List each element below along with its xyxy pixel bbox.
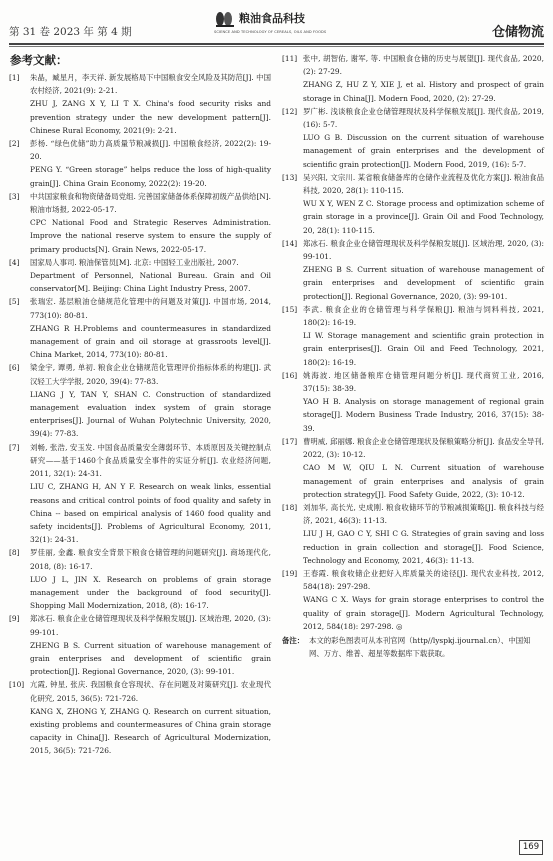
reference-number: [18] xyxy=(282,502,298,512)
reference-number: [11] xyxy=(282,54,298,63)
reference-english: LI W. Storage management and scientific grain protection in grain enterprises[J]. Grain Oil and Feed Technology, 2021, 180(2): 16-19. xyxy=(303,331,544,367)
reference-chinese: 张瑞宏. 基层粮油仓储规范化管理中的问题及对策[J]. 中国市场, 2014, 773(10): 80-81. xyxy=(30,297,271,320)
header-rule-thin xyxy=(9,46,544,47)
reference-number: [12] xyxy=(282,106,298,116)
reference-number: [15] xyxy=(282,304,298,314)
reference-item xyxy=(9,612,271,678)
page-header xyxy=(0,0,553,44)
reference-english: KANG X, ZHONG Y, ZHANG Q. Research on current situation, existing problems and countermeasures of China grain storage capacity in China[J]. Research of Agricultural Modernization, 2015, 36(5): 721-726. xyxy=(30,706,271,756)
reference-item xyxy=(282,567,544,633)
page-number: 169 xyxy=(519,840,543,855)
reference-english: CAO M W, QIU L N. Current situation of warehouse management of grain enterprises and analysis of grain protection strategy[J]. Food Safety Guide, 2022, (3): 10-12. xyxy=(303,463,544,499)
reference-chinese: 朱晶，臧星月，李天祥. 新发展格局下中国粮食安全风险及其防范[J]. 中国农村经济, 2021(9): 2-21. xyxy=(30,73,271,96)
reference-item xyxy=(9,361,271,440)
reference-item xyxy=(282,303,544,369)
reference-number: [13] xyxy=(282,172,298,182)
reference-item xyxy=(9,71,271,137)
reference-english: WU X Y, WEN Z C. Storage process and optimization scheme of grain storage in a province[J]. Grain Oil and Food Technology, 20, 28(1): 110-115. xyxy=(303,199,544,235)
reference-item xyxy=(282,369,544,435)
reference-number: [2] xyxy=(9,139,20,149)
reference-item xyxy=(282,52,544,105)
reference-number: [1] xyxy=(9,73,20,82)
reference-english: ZHANG Z, HU Z Y, XIE J, et al. History and prospect of grain storage in China[J]. Modern Food, 2020, (2): 27-29. xyxy=(303,80,544,103)
reference-item xyxy=(9,678,271,757)
reference-english: LIANG J Y, TAN Y, SHAN C. Construction of standardized management evaluation index system of grain storage enterprises[J]. Journal of Wuhan Polytechnic University, 2020, 39(4): 77-83. xyxy=(30,389,271,439)
note-text: 本文的彩色图表可从本刊官网（http//lyspkj.ijournal.cn）、中国知网、万方、维普、超星等数据库下载获取。 xyxy=(309,635,531,659)
reference-number: [8] xyxy=(9,548,20,558)
reference-english: ZHANG R H.Problems and countermeasures in standardized management of grain and oil storage at grassroots level[J]. China Market, 2014, 773(10): 80-81. xyxy=(30,323,271,360)
reference-english: WANG C X. Ways for grain storage enterprises to control the quality of grain storage[J]. Modern Agricultural Technology, 2012, 584(18): 297-298. ◎ xyxy=(303,595,544,631)
reference-english: PENG Y. “Green storage” helps reduce the loss of high-quality grain[J]. China Grain Economy, 2022(2): 19-20. xyxy=(30,165,271,188)
reference-chinese: 张中, 胡智佑, 谢军, 等. 中国粮食仓储的历史与展望[J]. 现代食品, 2020, (2): 27-29. xyxy=(303,54,544,77)
reference-item xyxy=(282,237,544,303)
reference-item xyxy=(9,137,271,190)
reference-number: [16] xyxy=(282,370,298,380)
reference-number: [7] xyxy=(9,442,20,452)
reference-english: LIU J H, GAO C Y, SHI C G. Strategies of grain saving and loss reduction in grain collection and storage[J]. Food Science, Technology and Economy, 2021, 46(3): 11-13. xyxy=(303,529,544,565)
reference-chinese: 李武. 粮食企业的仓储管理与科学保粮[J]. 粮油与饲料科技, 2021, 180(2): 16-19. xyxy=(303,304,544,328)
issue-info: 第 31 卷 2023 年 第 4 期 xyxy=(9,26,132,38)
reference-english: LUO J L, JIN X. Research on problems of grain storage management under the background of food security[J]. Shopping Mall Modernization, 2018, (8): 16-17. xyxy=(30,574,271,611)
reference-english: LUO G B. Discussion on the current situation of warehouse management of grain enterprises and the development of scientific grain protection[J]. Modern Food, 2019, (16): 5-7. xyxy=(303,133,544,169)
reference-number: [3] xyxy=(9,191,20,201)
reference-item xyxy=(282,105,544,171)
reference-number: [19] xyxy=(282,568,298,578)
reference-chinese: 罗广彬. 浅谈粮食企业仓储管理现状及科学保粮发展[J]. 现代食品, 2019, (16): 5-7. xyxy=(303,106,544,130)
reference-item xyxy=(282,435,544,501)
journal-logo-title: 粮油食品科技 xyxy=(239,12,305,25)
reference-chinese: 罗佳丽, 金鑫. 粮食安全背景下粮食仓储管理的问题研究[J]. 商场现代化, 2018, (8): 16-17. xyxy=(30,548,271,571)
references-title: 参考文献： xyxy=(10,53,68,67)
note-label: 备注： xyxy=(282,635,305,645)
reference-chinese: 刘加华, 高长光, 史成刚. 粮食收储环节的节粮减损策略[J]. 粮食科技与经济, 2021, 46(3): 11-13. xyxy=(303,502,544,526)
reference-chinese: 中共国家粮食和物资储备局党组. 完善国家储备体系保障初级产品供给[N]. 粮油市场报, 2022-05-17. xyxy=(30,191,272,215)
reference-item xyxy=(9,256,271,296)
reference-item xyxy=(9,441,271,547)
reference-english: Department of Personnel, National Bureau. Grain and Oil conservator[M]. Beijing: China Light Industry Press, 2007. xyxy=(30,271,271,294)
reference-item xyxy=(282,501,544,567)
reference-english: ZHU J, ZANG X Y, LI T X. China's food security risks and prevention strategy under the new development pattern[J]. Chinese Rural Economy, 2021(9): 2-21. xyxy=(30,99,271,135)
reference-number: [6] xyxy=(9,363,20,373)
reference-number: [10] xyxy=(9,680,25,690)
reference-item xyxy=(282,171,544,237)
reference-chinese: 姚海波. 地区储备粮库仓储管理问题分析[J]. 现代商贸工业, 2016, 37(15): 38-39. xyxy=(303,370,544,394)
reference-item xyxy=(9,546,271,612)
reference-chinese: 国家局人事司. 粮油保管员[M]. 北京: 中国轻工业出版社, 2007. xyxy=(30,257,239,267)
journal-logo xyxy=(214,6,344,40)
reference-chinese: 亢霞, 钟星, 张庆. 我国粮食仓容现状、存在问题及对策研究[J]. 农业现代化研究, 2015, 36(5): 721-726. xyxy=(30,680,271,703)
section-name: 仓储物流 xyxy=(491,25,544,40)
note xyxy=(282,634,544,660)
reference-number: [5] xyxy=(9,297,20,307)
reference-english: ZHENG B S. Current situation of warehouse management of grain enterprises and development of scientific grain protection[J]. Regional Governance, 2020, (3): 99-101. xyxy=(303,265,544,301)
reference-chinese: 吴兴阳, 文宗川. 某省粮食储备库的仓储作业流程及优化方案[J]. 粮油食品科技, 2020, 28(1): 110-115. xyxy=(303,172,544,196)
reference-english: ZHENG B S. Current situation of warehouse management of grain enterprises and development of scientific grain protection[J]. Regional Governance, 2020, (3): 99-101. xyxy=(30,640,271,677)
references-right-column xyxy=(282,52,544,660)
reference-chinese: 刘畅, 张浩, 安玉发. 中国食品质量安全薄弱环节、本质原因及关键控制点研究——基于1460个食品质量安全事件的实证分析[J]. 农业经济问题, 2011, 32(1): 24-31. xyxy=(30,442,271,479)
reference-item xyxy=(9,190,271,256)
reference-number: [9] xyxy=(9,614,20,624)
header-rule xyxy=(9,43,544,45)
reference-chinese: 彭杨. “绿色优储”助力高质量节粮减损[J]. 中国粮食经济, 2022(2): 19-20. xyxy=(30,139,271,162)
journal-logo-subtitle: SCIENCE AND TECHNOLOGY OF CEREALS, OILS AND FOODS xyxy=(214,30,327,34)
reference-english: YAO H B. Analysis on storage management of regional grain storage[J]. Modern Business Trade Industry, 2016, 37(15): 38-39. xyxy=(303,397,544,433)
reference-chinese: 郑冰石. 粮食企业仓储管理现状及科学保粮发展[J]. 区域治理, 2020, (3): 99-101. xyxy=(303,238,544,262)
reference-english: CPC National Food and Strategic Reserves Administration. Improve the national reserve system to ensure the supply of primary products[N]. Grain News, 2022-05-17. xyxy=(30,218,271,254)
references-left-column xyxy=(9,52,271,758)
reference-item xyxy=(9,295,271,361)
reference-number: [4] xyxy=(9,257,20,267)
reference-english: LIU C, ZHANG H, AN Y F. Research on weak links, essential reasons and critical control points of food quality and safety in China -- based on empirical analysis of 1460 food quality and safety incidents[J]. Problems of Agricultural Economy, 2011, 32(1): 24-31. xyxy=(30,482,271,545)
reference-number: [17] xyxy=(282,436,298,446)
reference-chinese: 曹明威, 邱丽娜. 粮食企业仓储管理现状及保粮策略分析[J]. 食品安全导刊, 2022, (3): 10-12. xyxy=(303,436,544,460)
reference-chinese: 梁金宇, 谭勇, 单初. 粮食企业仓储规范化管理评价指标体系的构建[J]. 武汉轻工大学学报, 2020, 39(4): 77-83. xyxy=(30,363,271,386)
reference-chinese: 王春霞. 粮食收储企业把好入库质量关的途径[J]. 现代农业科技, 2012, 584(18): 297-298. xyxy=(303,568,544,592)
grain-logo-icon xyxy=(214,10,236,28)
reference-number: [14] xyxy=(282,238,298,248)
reference-chinese: 郑冰石. 粮食企业仓储管理现状及科学保粮发展[J]. 区域治理, 2020, (3): 99-101. xyxy=(30,614,271,637)
